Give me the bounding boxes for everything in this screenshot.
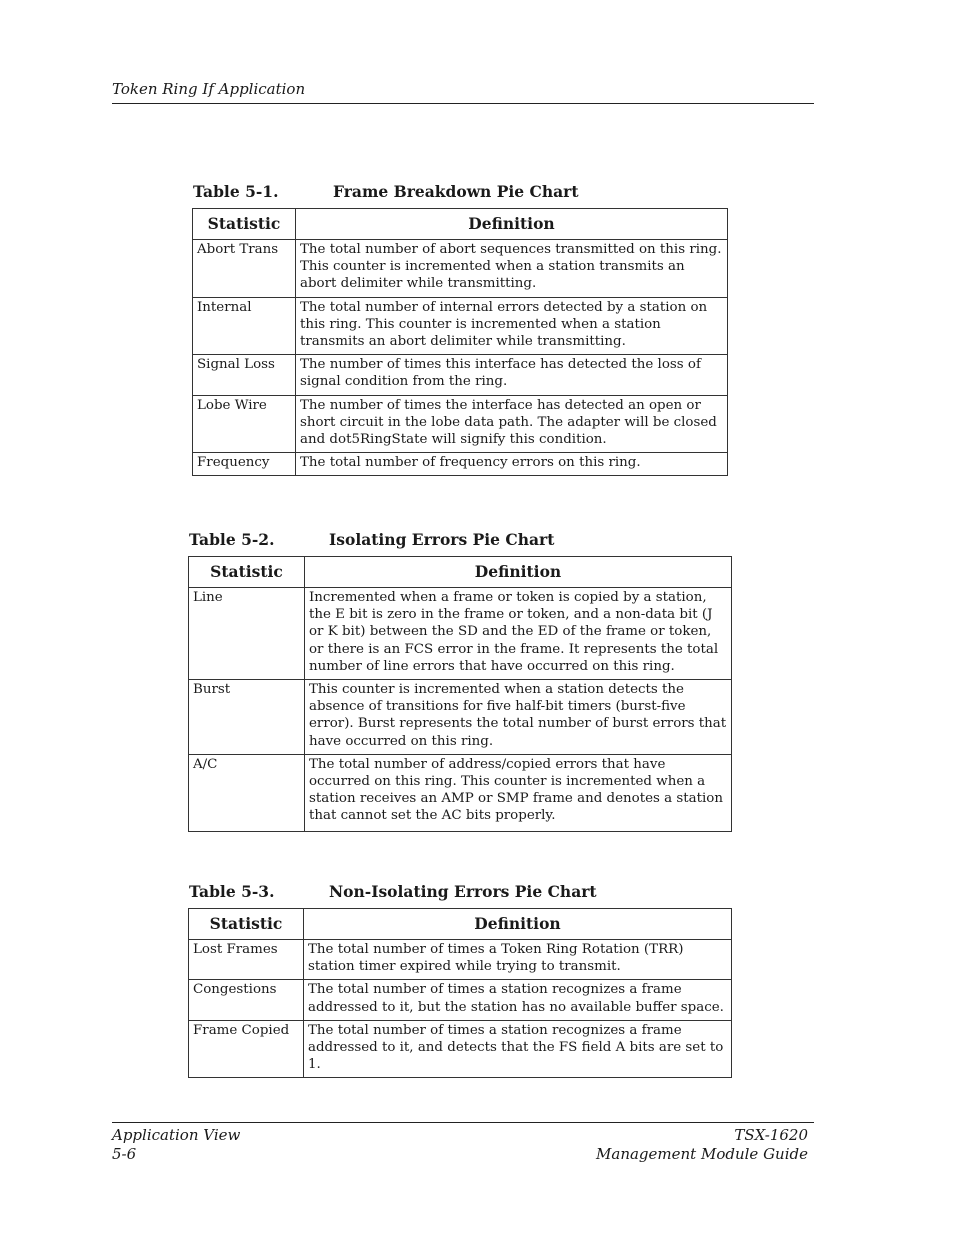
column-header-statistic: Statistic [189, 557, 305, 588]
footer-document-title: Management Module Guide [596, 1145, 808, 1163]
statistic-cell: A/C [189, 754, 305, 831]
table-1 [192, 208, 728, 476]
definition-cell: The total number of times a Token Ring Rotation (TRR) station timer expired while trying to transmit. [304, 940, 732, 980]
table-2-title: Isolating Errors Pie Chart [329, 530, 555, 549]
table-header-row [189, 557, 732, 588]
definition-cell: The total number of frequency errors on this ring. [296, 453, 728, 476]
definition-cell: The total number of times a station recognizes a frame addressed to it, and detects that the FS field A bits are set to 1. [304, 1020, 732, 1078]
statistic-cell: Congestions [189, 980, 304, 1020]
header-rule [112, 103, 814, 104]
table-header-row [189, 909, 732, 940]
table-row [189, 588, 732, 680]
table-row [193, 355, 728, 395]
column-header-definition: Definition [305, 557, 732, 588]
column-header-definition: Definition [296, 209, 728, 240]
definition-cell: The number of times this interface has detected the loss of signal condition from the ring. [296, 355, 728, 395]
statistic-cell: Burst [189, 680, 305, 755]
statistic-cell: Frame Copied [189, 1020, 304, 1078]
table-row [189, 754, 732, 831]
definition-cell: The number of times the interface has detected an open or short circuit in the lobe data path. The adapter will be closed and dot5RingState will signify this condition. [296, 395, 728, 453]
column-header-statistic: Statistic [193, 209, 296, 240]
table-row [189, 940, 732, 980]
table-row [189, 980, 732, 1020]
table-row [189, 1020, 732, 1078]
statistic-cell: Internal [193, 297, 296, 355]
statistic-cell: Line [189, 588, 305, 680]
table-3-title: Non-Isolating Errors Pie Chart [329, 882, 597, 901]
definition-cell: The total number of internal errors detected by a station on this ring. This counter is incremented when a station transmits an abort delimiter while transmitting. [296, 297, 728, 355]
running-head: Token Ring If Application [112, 80, 306, 98]
table-row [193, 240, 728, 298]
definition-cell: The total number of times a station recognizes a frame addressed to it, but the station has no available buffer space. [304, 980, 732, 1020]
table-row [193, 395, 728, 453]
footer-section-name: Application View [112, 1126, 241, 1144]
definition-cell: The total number of abort sequences transmitted on this ring. This counter is incremented when a station transmits an abort delimiter while transmitting. [296, 240, 728, 298]
column-header-statistic: Statistic [189, 909, 304, 940]
statistic-cell: Frequency [193, 453, 296, 476]
footer-rule [112, 1122, 814, 1123]
table-1-number: Table 5-1. [193, 182, 279, 201]
column-header-definition: Definition [304, 909, 732, 940]
table-row [193, 297, 728, 355]
table-row [193, 453, 728, 476]
statistic-cell: Abort Trans [193, 240, 296, 298]
footer-page-number: 5-6 [112, 1145, 137, 1163]
definition-cell: This counter is incremented when a station detects the absence of transitions for five half-bit timers (burst-five error). Burst represents the total number of burst errors that have occurred on this ring. [305, 680, 732, 755]
table-3 [188, 908, 732, 1078]
statistic-cell: Lost Frames [189, 940, 304, 980]
table-row [189, 680, 732, 755]
definition-cell: Incremented when a frame or token is copied by a station, the E bit is zero in the frame or token, and a non-data bit (J or K bit) between the SD and the ED of the frame or token, or there is an FCS error in the frame. It represents the total number of line errors that have occurred on this ring. [305, 588, 732, 680]
statistic-cell: Signal Loss [193, 355, 296, 395]
table-header-row [193, 209, 728, 240]
table-1-title: Frame Breakdown Pie Chart [333, 182, 579, 201]
statistic-cell: Lobe Wire [193, 395, 296, 453]
definition-cell: The total number of address/copied errors that have occurred on this ring. This counter is incremented when a station receives an AMP or SMP frame and denotes a station that cannot set the AC bits properly. [305, 754, 732, 831]
table-2 [188, 556, 732, 832]
footer-product-code: TSX-1620 [734, 1126, 808, 1144]
table-2-number: Table 5-2. [189, 530, 275, 549]
table-3-number: Table 5-3. [189, 882, 275, 901]
